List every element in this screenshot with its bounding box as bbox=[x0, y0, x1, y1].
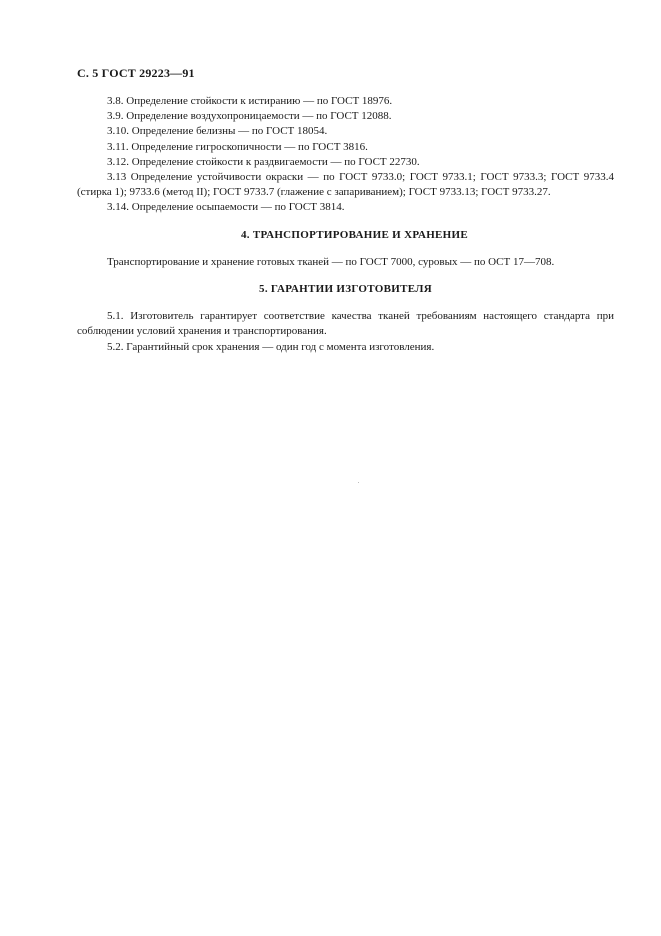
clause-3-12: 3.12. Определение стойкости к раздвигаемости — по ГОСТ 22730. bbox=[107, 155, 420, 168]
section-4-heading: 4. ТРАНСПОРТИРОВАНИЕ И ХРАНЕНИЕ bbox=[240, 228, 469, 241]
page-content bbox=[77, 94, 614, 355]
page-header: С. 5 ГОСТ 29223—91 bbox=[77, 66, 195, 80]
clause-5-1: 5.1. Изготовитель гарантирует соответствие качества тканей требованиям настоящего стандарта при соблюдении условий хранения и транспортирования. bbox=[77, 310, 614, 338]
section-4-text: Транспортирование и хранение готовых тканей — по ГОСТ 7000, суровых — по ОСТ 17—708. bbox=[107, 255, 555, 268]
clause-5-2: 5.2. Гарантийный срок хранения — один год с момента изготовления. bbox=[107, 340, 435, 353]
clause-3-14: 3.14. Определение осыпаемости — по ГОСТ 3814. bbox=[107, 201, 345, 214]
clause-3-9: 3.9. Определение воздухопроницаемости — по ГОСТ 12088. bbox=[107, 110, 392, 123]
clause-3-13: 3.13 Определение устойчивости окраски — по ГОСТ 9733.0; ГОСТ 9733.1; ГОСТ 9733.3; ГОСТ 9733.4 (стирка 1); 9733.6 (метод II); ГОСТ 9733.7 (глажение с запариванием); ГОСТ 9733.13; ГОСТ 9733.27. bbox=[77, 171, 614, 199]
clause-3-8: 3.8. Определение стойкости к истиранию — по ГОСТ 18976. bbox=[107, 95, 393, 107]
clause-3-11: 3.11. Определение гигроскопичности — по ГОСТ 3816. bbox=[107, 140, 368, 153]
clause-3-10: 3.10. Определение белизны — по ГОСТ 18054. bbox=[107, 125, 328, 138]
section-5-heading: 5. ГАРАНТИИ ИЗГОТОВИТЕЛЯ bbox=[259, 283, 432, 296]
scan-speck bbox=[358, 482, 359, 483]
